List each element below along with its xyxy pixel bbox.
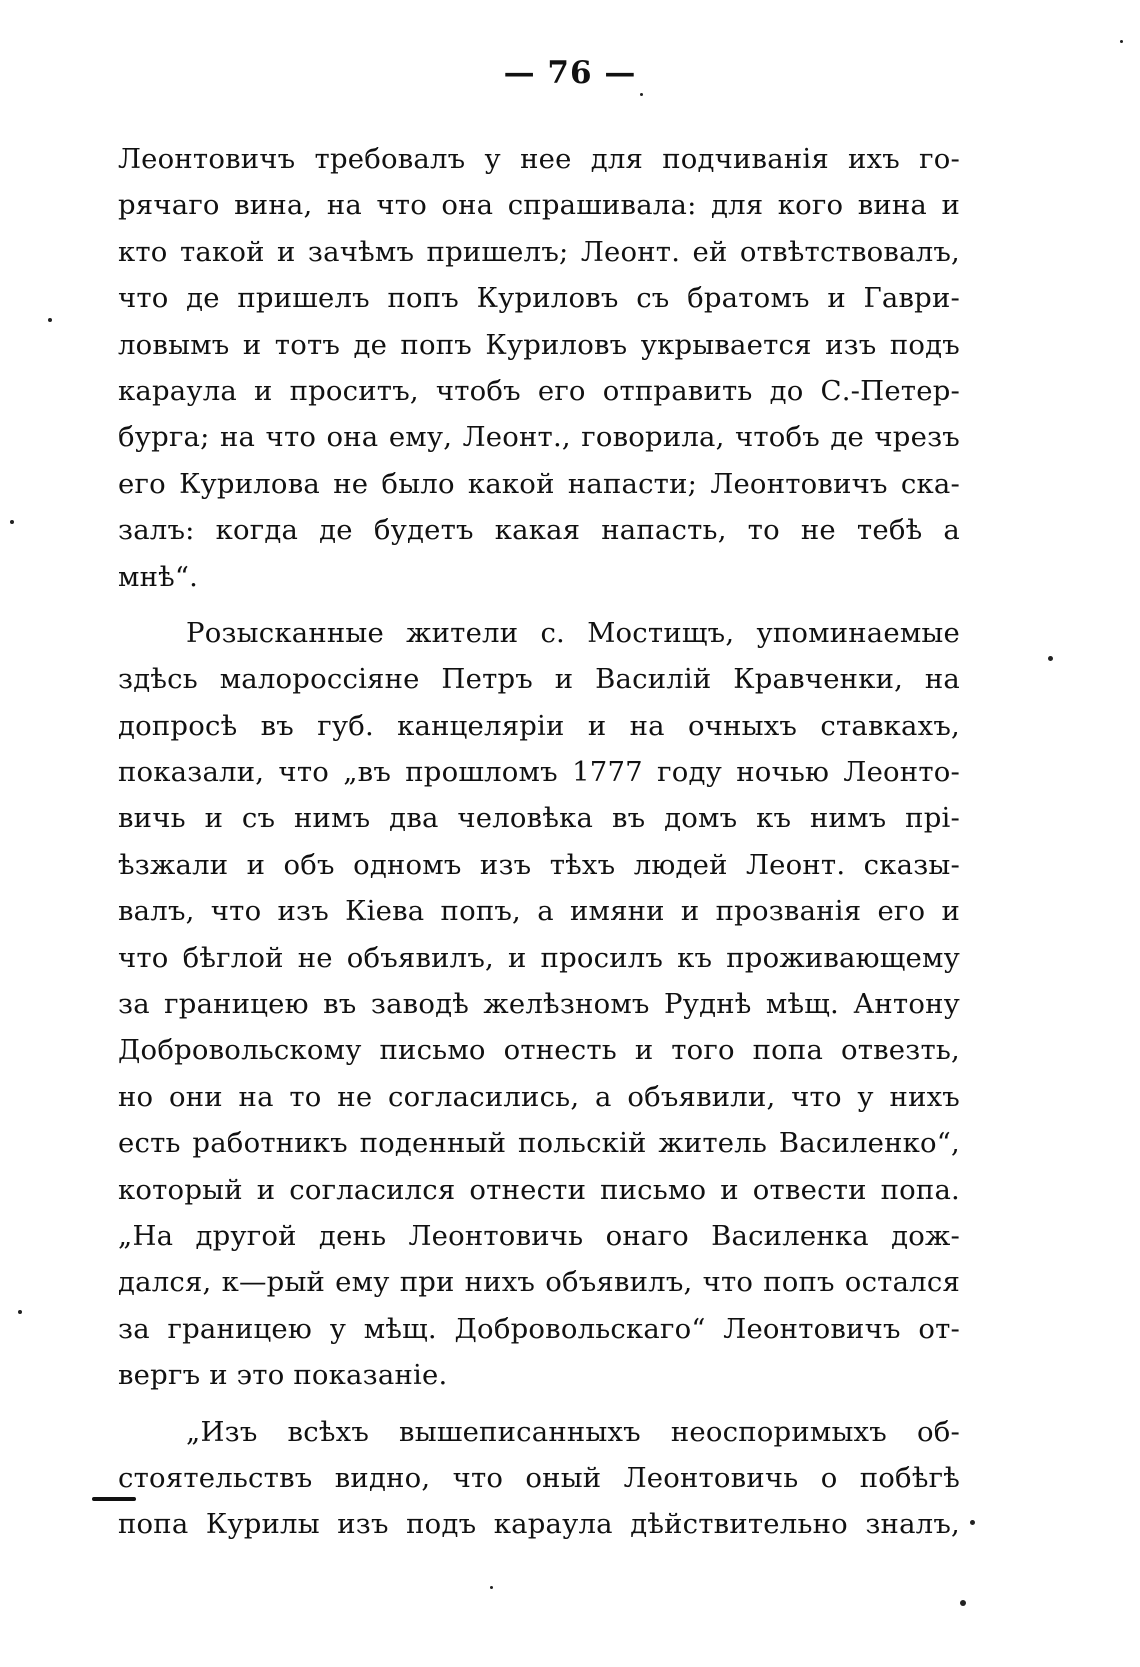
text-line: караула и проситъ, чтобъ его отправить до С.-Петер- [118, 374, 960, 407]
text-line: „Изъ всѣхъ вышеписанныхъ неоспоримыхъ об- [186, 1415, 960, 1448]
scan-speck [48, 318, 52, 322]
text-line: здѣсь малороссіяне Петръ и Василій Кравченки, на [118, 663, 960, 696]
text-line: Леонтовичъ требовалъ у нее для подчиванія ихъ го- [118, 143, 960, 175]
text-line: мнѣ“. [118, 560, 199, 593]
text-line: кто такой и зачѣмъ пришелъ; Леонт. ей отвѣтствовалъ, [118, 235, 960, 268]
text-line: попа Курилы изъ подъ караула дѣйствительно зналъ, [118, 1508, 960, 1541]
text-line: Розысканные жители с. Мостищъ, упоминаемые [186, 616, 960, 649]
text-line: его Курилова не было какой напасти; Леонтовичъ ска- [118, 467, 960, 500]
text-line: вичь и съ нимъ два человѣка въ домъ къ нимъ прі- [118, 802, 960, 835]
scan-speck [960, 1600, 966, 1606]
scan-speck [970, 1520, 975, 1525]
scan-speck [18, 1310, 22, 1314]
text-line: ѣзжали и объ одномъ изъ тѣхъ людей Леонт. сказы- [118, 848, 960, 881]
text-line: „На другой день Леонтовичь онаго Василенка дож- [118, 1219, 960, 1252]
text-line: ловымъ и тотъ де попъ Куриловъ укрывается изъ подъ [118, 328, 960, 361]
paragraph-2 [118, 610, 960, 1399]
text-line: показали, что „въ прошломъ 1777 году ночью Леонто- [118, 756, 960, 789]
text-line: что де пришелъ попъ Куриловъ съ братомъ и Гаври- [118, 282, 960, 315]
text-line: за границею у мѣщ. Добровольскаго“ Леонтовичъ от- [118, 1312, 960, 1345]
text-line: но они на то не согласились, а объявили, что у нихъ [118, 1080, 960, 1113]
text-line: стоятельствъ видно, что оный Леонтовичь о побѣгѣ [118, 1461, 960, 1494]
scan-speck [1048, 656, 1053, 661]
text-line: Добровольскому письмо отнесть и того попа отвезть, [118, 1034, 960, 1067]
text-line: рячаго вина, на что она спрашивала: для кого вина и [118, 189, 960, 222]
paragraph-3 [118, 1409, 960, 1548]
text-body [118, 136, 960, 1548]
text-line: за границею въ заводѣ желѣзномъ Руднѣ мѣщ. Антону [118, 988, 960, 1021]
text-line: допросѣ въ губ. канцеляріи и на очныхъ ставкахъ, [118, 709, 960, 742]
text-line: бурга; на что она ему, Леонт., говорила, чтобъ де чрезъ [118, 421, 960, 454]
scan-speck [490, 1586, 493, 1589]
scan-dash-mark [92, 1497, 136, 1501]
text-line: который и согласился отнести письмо и отвести попа. [118, 1173, 960, 1206]
paragraph-1 [118, 136, 960, 600]
page-number: — 76 — [503, 55, 637, 91]
scan-speck [10, 520, 14, 524]
scan-speck [640, 93, 643, 96]
text-line: дался, к—рый ему при нихъ объявилъ, что попъ остался [118, 1266, 960, 1299]
scan-speck [1120, 40, 1123, 43]
text-line: есть работникъ поденный польскій житель Василенко“, [118, 1127, 960, 1160]
text-line: валъ, что изъ Кіева попъ, а имяни и прозванія его и [118, 895, 960, 928]
text-line: что бѣглой не объявилъ, и просилъ къ проживающему [118, 941, 960, 974]
text-line: залъ: когда де будетъ какая напасть, то не тебѣ а [118, 514, 960, 547]
text-line: вергъ и это показаніе. [118, 1359, 448, 1392]
